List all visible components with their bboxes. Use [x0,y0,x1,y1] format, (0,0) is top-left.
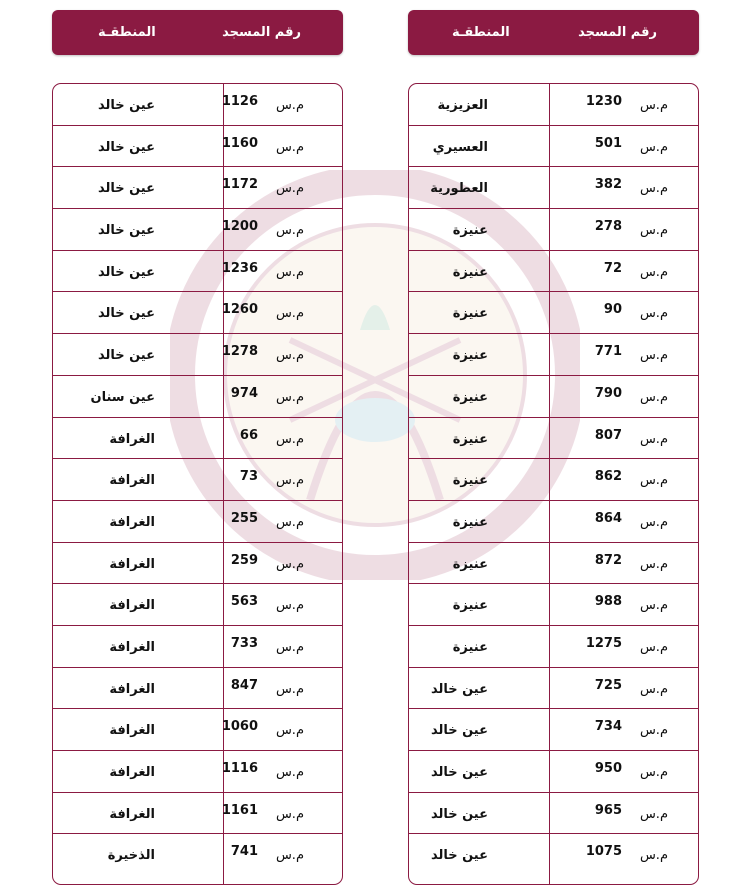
region-name: عين سنان [90,389,155,405]
mosque-number: 725 [594,677,622,693]
mosque-prefix: م.س [275,514,304,530]
mosque-number: 1278 [221,344,258,360]
table-row [53,626,342,668]
mosque-prefix: م.س [639,306,668,322]
mosque-number: 382 [594,177,622,193]
mosque-number: 733 [230,635,258,651]
table-row [409,376,698,418]
region-name: الغرافة [109,765,155,780]
mosque-prefix: م.س [639,806,668,822]
table-row [409,834,698,876]
region-name: الذخيرة [107,848,155,864]
mosque-prefix: م.س [639,514,668,530]
mosque-number: 807 [594,427,622,443]
region-name: عنيزة [452,639,488,655]
mosque-prefix: م.س [275,473,304,489]
mosque-prefix: م.س [639,223,668,239]
table-row [409,584,698,626]
region-name: الغرافة [109,806,155,822]
mosque-number: 862 [594,469,622,485]
table-row [409,209,698,251]
mosque-prefix: م.س [639,389,668,405]
mosque-prefix: م.س [275,223,304,239]
region-name: عنيزة [452,473,488,489]
mosque-prefix: م.س [639,139,668,155]
header-region: المنطقـة [452,25,510,40]
region-name: الغرافة [109,556,155,572]
mosque-prefix: م.س [275,306,304,322]
header-region: المنطقـة [98,25,156,40]
mosque-prefix: م.س [639,181,668,197]
mosque-prefix: م.س [275,806,304,822]
mosque-number: 501 [594,135,622,151]
region-name: عين خالد [97,223,155,239]
mosque-number: 563 [230,594,258,610]
mosque-prefix: م.س [639,765,668,780]
header-mosque-number: رقم المسجد [222,25,301,40]
region-name: عنيزة [452,306,488,322]
region-name: عنيزة [452,223,488,239]
table-row [409,418,698,460]
mosque-number: 1172 [221,177,258,193]
table-row [53,543,342,585]
table-row [53,459,342,501]
table-row [409,626,698,668]
table-row [409,751,698,793]
table-row [409,501,698,543]
mosque-prefix: م.س [275,98,304,113]
left-mosque-table [52,83,343,885]
region-name: عين خالد [97,348,155,364]
region-name: عنيزة [452,264,488,280]
mosque-number: 255 [230,510,258,526]
region-name: عين خالد [430,806,488,822]
table-row [53,834,342,876]
region-name: عين خالد [97,306,155,322]
mosque-number: 872 [594,552,622,568]
mosque-number: 771 [594,344,622,360]
table-row [53,209,342,251]
mosque-number: 950 [594,761,622,776]
mosque-number: 1236 [221,260,258,276]
mosque-number: 1200 [221,219,258,235]
table-row [53,501,342,543]
mosque-number: 72 [603,260,622,276]
mosque-number: 90 [603,302,622,318]
mosque-prefix: م.س [275,765,304,780]
mosque-number: 1230 [585,94,622,109]
region-name: عنيزة [452,431,488,447]
mosque-number: 1126 [221,94,258,109]
region-name: عنيزة [452,348,488,364]
region-name: عين خالد [430,765,488,780]
mosque-number: 847 [230,677,258,693]
mosque-number: 66 [239,427,258,443]
mosque-prefix: م.س [275,264,304,280]
mosque-number: 1260 [221,302,258,318]
table-row [53,709,342,751]
mosque-number: 988 [594,594,622,610]
left-table-header [52,10,343,55]
region-name: الغرافة [109,681,155,697]
region-name: الغرافة [109,431,155,447]
region-name: عنيزة [452,389,488,405]
table-row [409,251,698,293]
region-name: عين خالد [97,264,155,280]
mosque-prefix: م.س [639,598,668,614]
region-name: عنيزة [452,556,488,572]
mosque-prefix: م.س [275,556,304,572]
region-name: عنيزة [452,514,488,530]
mosque-prefix: م.س [639,848,668,864]
region-name: عين خالد [97,181,155,197]
region-name: العزيزية [437,98,488,113]
mosque-prefix: م.س [275,639,304,655]
table-row [409,459,698,501]
mosque-prefix: م.س [275,389,304,405]
table-row [409,292,698,334]
mosque-prefix: م.س [275,598,304,614]
mosque-prefix: م.س [639,264,668,280]
mosque-number: 1160 [221,135,258,151]
table-row [53,126,342,168]
mosque-prefix: م.س [639,723,668,739]
table-row [53,376,342,418]
mosque-number: 1116 [221,761,258,776]
mosque-prefix: م.س [275,723,304,739]
mosque-number: 1060 [221,719,258,735]
table-row [53,334,342,376]
mosque-number: 965 [594,802,622,818]
region-name: الغرافة [109,473,155,489]
region-name: العطورية [430,181,488,197]
mosque-prefix: م.س [275,681,304,697]
mosque-number: 864 [594,510,622,526]
mosque-number: 1075 [585,844,622,860]
mosque-prefix: م.س [275,348,304,364]
table-row [53,751,342,793]
mosque-number: 974 [230,385,258,401]
mosque-prefix: م.س [275,848,304,864]
mosque-prefix: م.س [275,181,304,197]
table-row [409,126,698,168]
mosque-prefix: م.س [639,98,668,113]
table-row [53,793,342,835]
region-name: عين خالد [430,681,488,697]
table-row [409,334,698,376]
region-name: العسيري [432,139,488,155]
table-row [53,584,342,626]
table-row [409,668,698,710]
right-mosque-table [408,83,699,885]
table-row [53,84,342,126]
mosque-number: 278 [594,219,622,235]
table-row [53,668,342,710]
table-row [409,543,698,585]
table-row [409,84,698,126]
mosque-number: 741 [230,844,258,860]
table-row [53,251,342,293]
region-name: عنيزة [452,598,488,614]
region-name: عين خالد [430,848,488,864]
mosque-prefix: م.س [275,139,304,155]
mosque-number: 73 [239,469,258,485]
region-name: الغرافة [109,598,155,614]
region-name: الغرافة [109,639,155,655]
mosque-number: 259 [230,552,258,568]
region-name: عين خالد [97,139,155,155]
mosque-number: 734 [594,719,622,735]
table-row [53,418,342,460]
mosque-number: 790 [594,385,622,401]
region-name: الغرافة [109,723,155,739]
region-name: الغرافة [109,514,155,530]
mosque-number: 1161 [221,802,258,818]
right-table-header [408,10,699,55]
mosque-prefix: م.س [639,348,668,364]
table-row [53,292,342,334]
mosque-prefix: م.س [639,681,668,697]
table-row [53,167,342,209]
header-mosque-number: رقم المسجد [578,25,657,40]
table-row [409,709,698,751]
mosque-prefix: م.س [639,473,668,489]
table-row [409,793,698,835]
mosque-prefix: م.س [275,431,304,447]
region-name: عين خالد [97,98,155,113]
mosque-prefix: م.س [639,639,668,655]
mosque-prefix: م.س [639,556,668,572]
mosque-prefix: م.س [639,431,668,447]
mosque-number: 1275 [585,635,622,651]
table-row [409,167,698,209]
region-name: عين خالد [430,723,488,739]
